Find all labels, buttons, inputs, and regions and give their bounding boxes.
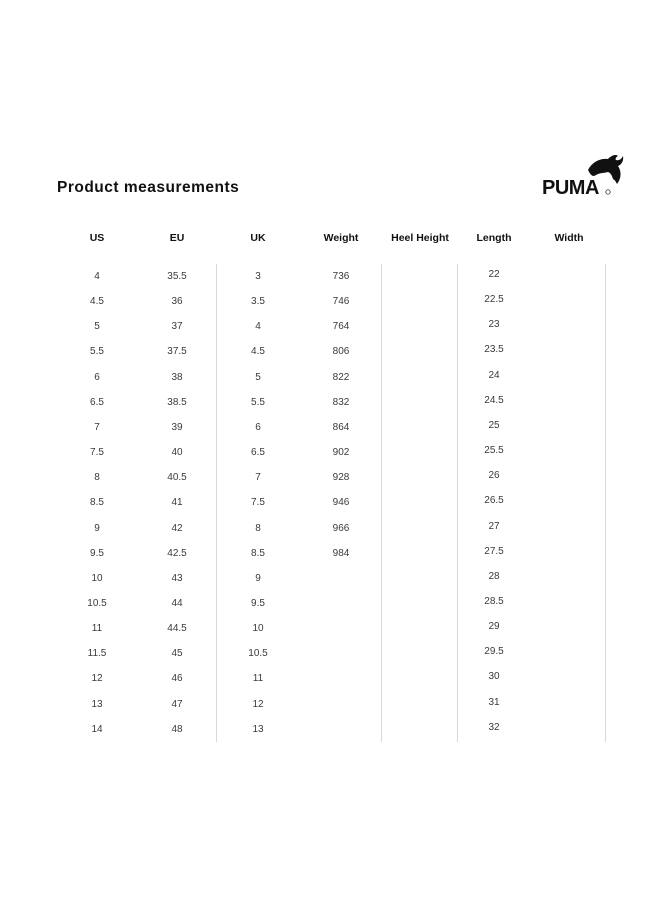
cell-us: 10 xyxy=(91,572,103,584)
cell-us: 11.5 xyxy=(87,648,107,660)
cell-eu: 39 xyxy=(171,421,183,433)
cell-us: 6.5 xyxy=(90,396,104,408)
header-length: Length xyxy=(476,232,512,244)
cell-length: 29.5 xyxy=(484,646,504,658)
cell-uk: 7 xyxy=(255,472,261,484)
column-divider xyxy=(605,264,606,742)
cell-us: 5 xyxy=(94,321,100,333)
cell-length: 32 xyxy=(488,721,500,733)
cell-uk: 3.5 xyxy=(251,296,265,308)
cell-eu: 44 xyxy=(171,598,183,609)
cell-uk: 10 xyxy=(252,623,264,635)
puma-logo xyxy=(542,152,626,198)
cell-eu: 45 xyxy=(171,648,183,660)
cell-eu: 40 xyxy=(171,447,183,458)
cell-uk: 6 xyxy=(255,421,261,433)
cell-uk: 6.5 xyxy=(251,447,265,458)
cell-weight: 832 xyxy=(332,396,350,408)
column-divider xyxy=(457,264,458,742)
cell-eu: 47 xyxy=(171,698,183,710)
header-heel-height: Heel Height xyxy=(391,232,449,244)
cell-us: 10.5 xyxy=(87,598,107,609)
cell-length: 28.5 xyxy=(484,596,504,607)
column-divider xyxy=(381,264,382,742)
cell-eu: 38 xyxy=(171,371,183,383)
cell-length: 25 xyxy=(488,419,500,431)
puma-wordmark: PUMA xyxy=(542,177,599,198)
cell-uk: 5.5 xyxy=(251,396,265,408)
cell-eu: 36 xyxy=(171,296,183,308)
cell-uk: 5 xyxy=(255,371,261,383)
cell-uk: 3 xyxy=(255,271,261,282)
column-divider xyxy=(216,264,217,742)
cell-us: 13 xyxy=(91,698,103,710)
cell-eu: 40.5 xyxy=(167,472,187,484)
cell-uk: 12 xyxy=(252,698,264,710)
cell-uk: 8 xyxy=(255,522,261,534)
cell-uk: 10.5 xyxy=(248,648,268,660)
cell-weight: 902 xyxy=(332,447,350,458)
header-us: US xyxy=(89,232,105,244)
cell-us: 8 xyxy=(94,472,100,484)
cell-uk: 9.5 xyxy=(251,598,265,609)
cell-us: 12 xyxy=(91,673,103,685)
cell-us: 4.5 xyxy=(90,296,104,308)
header-eu: EU xyxy=(169,232,185,244)
cell-weight: 966 xyxy=(332,522,350,534)
cell-eu: 38.5 xyxy=(167,396,187,408)
cell-us: 4 xyxy=(94,271,100,282)
cell-eu: 44.5 xyxy=(167,623,187,635)
cell-length: 31 xyxy=(488,696,500,708)
cell-weight: 746 xyxy=(332,296,350,308)
cell-uk: 7.5 xyxy=(251,497,265,509)
cell-us: 14 xyxy=(91,723,103,735)
cell-weight: 864 xyxy=(332,421,350,433)
cell-us: 9 xyxy=(94,522,100,534)
cell-length: 23.5 xyxy=(484,344,504,356)
cell-weight: 822 xyxy=(332,371,350,383)
cell-weight: 764 xyxy=(332,321,350,333)
cell-uk: 9 xyxy=(255,572,261,584)
cell-us: 11 xyxy=(91,623,103,635)
cell-length: 28 xyxy=(488,570,500,582)
cell-length: 24.5 xyxy=(484,394,504,406)
cell-length: 30 xyxy=(488,671,500,683)
cell-eu: 35.5 xyxy=(167,271,187,282)
cell-length: 24 xyxy=(488,369,500,381)
cell-uk: 4 xyxy=(255,321,261,333)
cell-eu: 37 xyxy=(171,321,183,333)
cell-weight: 946 xyxy=(332,497,350,509)
cell-us: 9.5 xyxy=(90,547,104,559)
cell-uk: 13 xyxy=(252,723,264,735)
cell-uk: 4.5 xyxy=(251,346,265,358)
cell-length: 27.5 xyxy=(484,545,504,557)
cell-eu: 42 xyxy=(171,522,183,534)
cell-length: 25.5 xyxy=(484,445,504,456)
cell-length: 29 xyxy=(488,621,500,633)
cell-length: 26 xyxy=(488,470,500,482)
cell-uk: 8.5 xyxy=(251,547,265,559)
page-title: Product measurements xyxy=(57,179,240,196)
header-weight: Weight xyxy=(323,232,359,244)
cell-eu: 48 xyxy=(171,723,183,735)
header-width: Width xyxy=(554,232,584,244)
cell-weight: 806 xyxy=(332,346,350,358)
cell-eu: 41 xyxy=(171,497,183,509)
cell-length: 27 xyxy=(488,520,500,532)
cell-length: 22 xyxy=(488,269,500,280)
header-uk: UK xyxy=(250,232,266,244)
cell-length: 23 xyxy=(488,319,500,331)
cell-us: 7 xyxy=(94,421,100,433)
cell-weight: 928 xyxy=(332,472,350,484)
cell-eu: 37.5 xyxy=(167,346,187,358)
cell-weight: 984 xyxy=(332,547,350,559)
cell-length: 22.5 xyxy=(484,294,504,306)
cell-us: 7.5 xyxy=(90,447,104,458)
cell-us: 8.5 xyxy=(90,497,104,509)
cell-eu: 43 xyxy=(171,572,183,584)
cell-us: 6 xyxy=(94,371,100,383)
cell-weight: 736 xyxy=(332,271,350,282)
cell-eu: 42.5 xyxy=(167,547,187,559)
cell-uk: 11 xyxy=(252,673,264,685)
cell-eu: 46 xyxy=(171,673,183,685)
cell-us: 5.5 xyxy=(90,346,104,358)
cell-length: 26.5 xyxy=(484,495,504,507)
